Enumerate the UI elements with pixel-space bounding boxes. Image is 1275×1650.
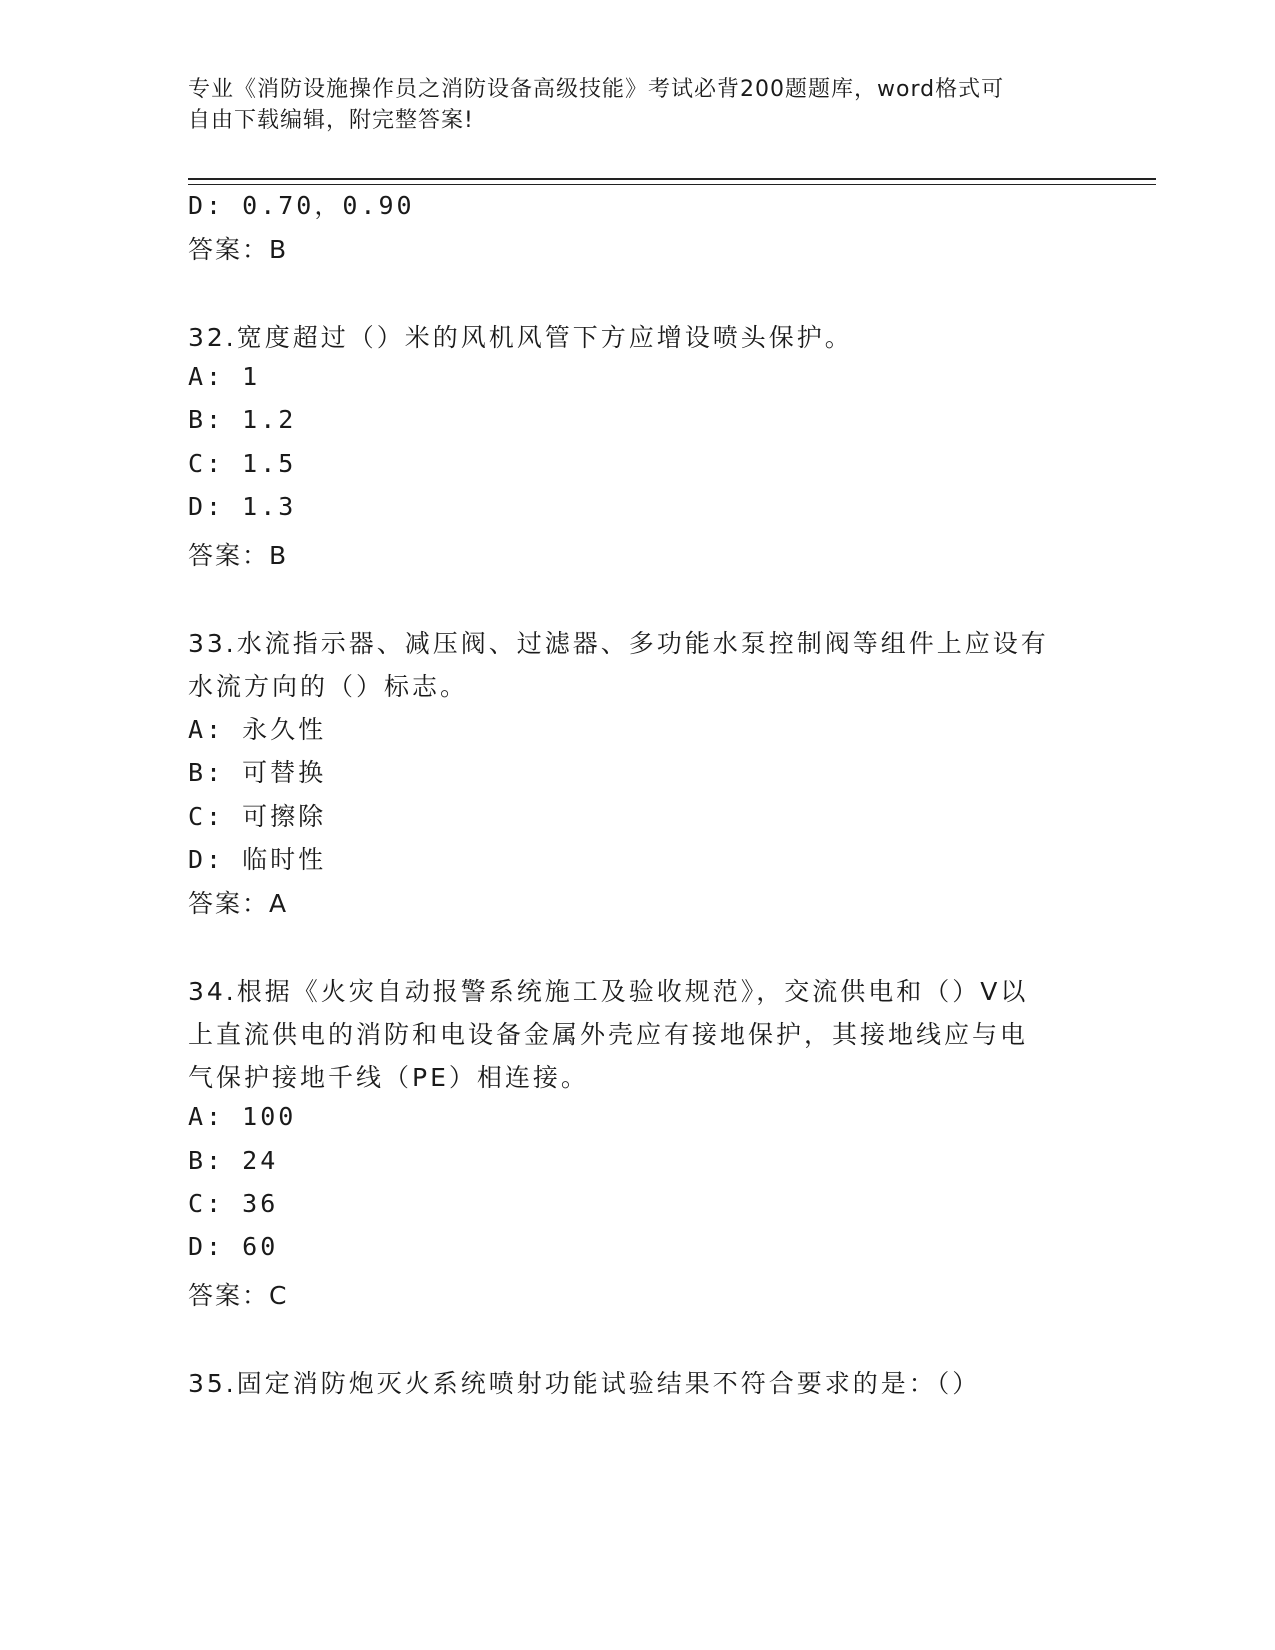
q32-option-d: D: 1.3 <box>188 492 297 521</box>
q33-option-c: C: 可擦除 <box>188 802 327 831</box>
q33-stem-line-2: 水流方向的（）标志。 <box>188 672 469 701</box>
header-divider-thick <box>188 178 1156 180</box>
q32-answer: 答案：B <box>188 541 289 570</box>
prev-answer: 答案：B <box>188 235 289 264</box>
header-line-1: 专业《消防设施操作员之消防设备高级技能》考试必背200题题库，word格式可 <box>188 77 1005 102</box>
q33-option-b: B: 可替换 <box>188 758 327 787</box>
q34-stem-line-3: 气保护接地千线（PE）相连接。 <box>188 1063 589 1092</box>
q34-stem-line-1: 34.根据《火灾自动报警系统施工及验收规范》，交流供电和（）V以 <box>188 977 1029 1006</box>
q34-answer: 答案：C <box>188 1281 289 1310</box>
q32-stem-line-1: 32.宽度超过（）米的风机风管下方应增设喷头保护。 <box>188 323 853 352</box>
document-header <box>188 74 1068 136</box>
q34-option-a: A: 100 <box>188 1102 297 1131</box>
q33-option-a: A: 永久性 <box>188 715 327 744</box>
q33-stem-line-1: 33.水流指示器、减压阀、过滤器、多功能水泵控制阀等组件上应设有 <box>188 629 1049 658</box>
q34-stem-line-2: 上直流供电的消防和电设备金属外壳应有接地保护，其接地线应与电 <box>188 1020 1029 1049</box>
q33-option-d: D: 临时性 <box>188 845 327 874</box>
q34-option-b: B: 24 <box>188 1146 279 1175</box>
q34-option-c: C: 36 <box>188 1189 279 1218</box>
q32-option-a: A: 1 <box>188 362 261 391</box>
q32-option-b: B: 1.2 <box>188 405 297 434</box>
q34-option-d: D: 60 <box>188 1232 279 1261</box>
q32-option-c: C: 1.5 <box>188 449 297 478</box>
header-line-2: 自由下载编辑，附完整答案! <box>188 108 474 133</box>
q35-stem-line-1: 35.固定消防炮灭火系统喷射功能试验结果不符合要求的是：（） <box>188 1369 981 1398</box>
prev-option-d: D: 0.70，0.90 <box>188 191 415 220</box>
header-divider-thin <box>188 184 1156 185</box>
q33-answer: 答案：A <box>188 889 289 918</box>
